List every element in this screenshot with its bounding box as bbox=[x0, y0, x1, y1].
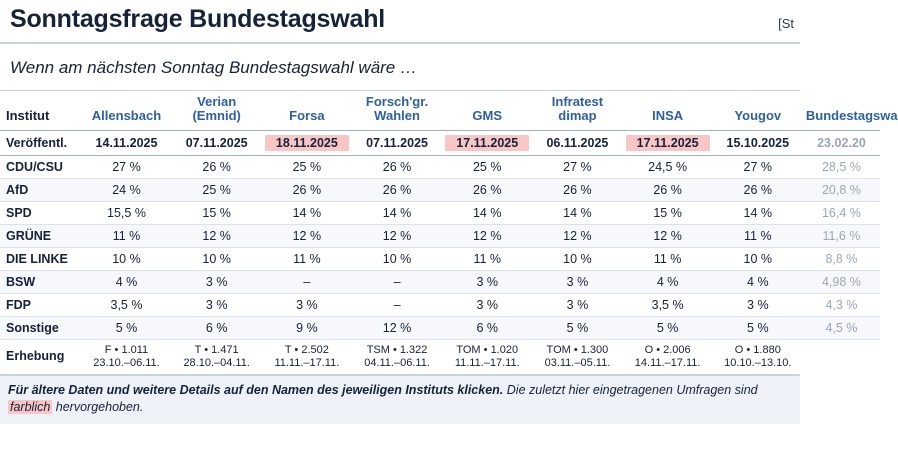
cell-linke-gms: 11 % bbox=[442, 247, 532, 270]
cell-linke-forsa: 11 % bbox=[262, 247, 352, 270]
cell-fdp-result: 4,3 % bbox=[803, 293, 880, 316]
column-header-infratest-dimap[interactable]: Infratest dimap bbox=[532, 91, 622, 131]
cell-afd-infratest: 26 % bbox=[532, 178, 622, 201]
survey-dates: 10.10.–13.10. bbox=[724, 356, 792, 369]
cell-bsw-verian: 3 % bbox=[172, 270, 262, 293]
cell-gruene-forsa: 12 % bbox=[262, 224, 352, 247]
cell-cdu-allensbach: 27 % bbox=[81, 155, 171, 178]
poll-table-container bbox=[0, 91, 898, 374]
survey-method-count: TOM • 1.300 bbox=[546, 343, 609, 356]
cell-gruene-insa: 12 % bbox=[623, 224, 713, 247]
cell-spd-fgw: 14 % bbox=[352, 201, 442, 224]
cell-gruene-fgw: 12 % bbox=[352, 224, 442, 247]
cell-bsw-insa: 4 % bbox=[623, 270, 713, 293]
cell-gruene-infratest: 12 % bbox=[532, 224, 622, 247]
cell-linke-insa: 11 % bbox=[623, 247, 713, 270]
cell-gruene-verian: 12 % bbox=[172, 224, 262, 247]
survey-bundestagswahl bbox=[803, 339, 880, 374]
cell-fdp-allensbach: 3,5 % bbox=[81, 293, 171, 316]
cell-bsw-allensbach: 4 % bbox=[81, 270, 171, 293]
table-body bbox=[0, 130, 880, 374]
survey-verian bbox=[172, 339, 262, 374]
cell-fdp-insa: 3,5 % bbox=[623, 293, 713, 316]
table-row bbox=[0, 178, 880, 201]
party-label-sonstige: Sonstige bbox=[0, 316, 81, 339]
footnote bbox=[0, 374, 800, 424]
footnote-highlight-word: farblich bbox=[10, 399, 51, 414]
page-subtitle: Wenn am nächsten Sonntag Bundestagswahl wäre … bbox=[0, 44, 800, 91]
column-header-forschgr-wahlen[interactable]: Forsch'gr. Wahlen bbox=[352, 91, 442, 131]
pubdate-bundestagswahl: 23.02.20 bbox=[803, 130, 880, 155]
row-label-veroeffentl: Veröffentl. bbox=[0, 130, 81, 155]
cell-sonstige-insa: 5 % bbox=[623, 316, 713, 339]
table-row bbox=[0, 201, 880, 224]
column-header-allensbach[interactable]: Allensbach bbox=[81, 91, 171, 131]
cell-spd-gms: 14 % bbox=[442, 201, 532, 224]
survey-yougov bbox=[713, 339, 803, 374]
survey-fgw bbox=[352, 339, 442, 374]
cell-spd-forsa: 14 % bbox=[262, 201, 352, 224]
survey-gms bbox=[442, 339, 532, 374]
survey-method-count: T • 2.502 bbox=[284, 343, 329, 356]
survey-period-row bbox=[0, 339, 880, 374]
pubdate-insa: 17.11.2025 bbox=[623, 130, 713, 155]
column-header-gms[interactable]: GMS bbox=[442, 91, 532, 131]
cell-spd-verian: 15 % bbox=[172, 201, 262, 224]
column-header-yougov[interactable]: Yougov bbox=[713, 91, 803, 131]
cell-bsw-infratest: 3 % bbox=[532, 270, 622, 293]
row-label-erhebung: Erhebung bbox=[6, 349, 65, 364]
column-header-verian[interactable]: Verian (Emnid) bbox=[172, 91, 262, 131]
pubdate-verian: 07.11.2025 bbox=[172, 130, 262, 155]
cell-cdu-verian: 26 % bbox=[172, 155, 262, 178]
cell-fdp-yougov: 3 % bbox=[713, 293, 803, 316]
cell-gruene-yougov: 11 % bbox=[713, 224, 803, 247]
cell-cdu-infratest: 27 % bbox=[532, 155, 622, 178]
party-label-cdu-csu: CDU/CSU bbox=[0, 155, 81, 178]
cell-fdp-gms: 3 % bbox=[442, 293, 532, 316]
cell-spd-result: 16,4 % bbox=[803, 201, 880, 224]
table-row bbox=[0, 247, 880, 270]
cell-afd-insa: 26 % bbox=[623, 178, 713, 201]
cell-sonstige-infratest: 5 % bbox=[532, 316, 622, 339]
cell-afd-forsa: 26 % bbox=[262, 178, 352, 201]
footnote-normal-text: Die zuletzt hier eingetragenen Umfragen sind bbox=[506, 382, 758, 397]
cell-gruene-gms: 12 % bbox=[442, 224, 532, 247]
column-header-bundestagswahl: Bundestagswa bbox=[803, 91, 880, 131]
survey-dates: 11.11.–17.11. bbox=[274, 356, 340, 369]
cell-linke-infratest: 10 % bbox=[532, 247, 622, 270]
cell-sonstige-verian: 6 % bbox=[172, 316, 262, 339]
table-head bbox=[0, 91, 898, 131]
table-header-row bbox=[0, 91, 880, 131]
table-row bbox=[0, 316, 880, 339]
survey-method-count: O • 1.880 bbox=[734, 343, 781, 356]
cell-cdu-fgw: 26 % bbox=[352, 155, 442, 178]
survey-dates: 14.11.–17.11. bbox=[634, 356, 701, 369]
page-header bbox=[0, 0, 800, 44]
cell-linke-yougov: 10 % bbox=[713, 247, 803, 270]
footnote-bold-text: Für ältere Daten und weitere Details auf den Namen des jeweiligen Instituts klicken. bbox=[8, 382, 504, 397]
table-row bbox=[0, 270, 880, 293]
party-label-spd: SPD bbox=[0, 201, 81, 224]
cell-spd-infratest: 14 % bbox=[532, 201, 622, 224]
cell-fdp-forsa: 3 % bbox=[262, 293, 352, 316]
cell-cdu-result: 28,5 % bbox=[803, 155, 880, 178]
cell-sonstige-forsa: 9 % bbox=[262, 316, 352, 339]
cell-cdu-yougov: 27 % bbox=[713, 155, 803, 178]
cell-bsw-result: 4,98 % bbox=[803, 270, 880, 293]
party-label-fdp: FDP bbox=[0, 293, 81, 316]
cell-sonstige-gms: 6 % bbox=[442, 316, 532, 339]
cell-afd-result: 20,8 % bbox=[803, 178, 880, 201]
survey-dates: 04.11.–06.11. bbox=[364, 356, 430, 369]
pubdate-yougov: 15.10.2025 bbox=[713, 130, 803, 155]
survey-dates: 03.11.–05.11. bbox=[544, 356, 611, 369]
cell-afd-allensbach: 24 % bbox=[81, 178, 171, 201]
table-row bbox=[0, 224, 880, 247]
party-label-die-linke: DIE LINKE bbox=[0, 247, 81, 270]
survey-dates: 23.10.–06.11. bbox=[93, 356, 160, 369]
table-row bbox=[0, 293, 880, 316]
cell-afd-fgw: 26 % bbox=[352, 178, 442, 201]
cell-cdu-insa: 24,5 % bbox=[623, 155, 713, 178]
cell-gruene-allensbach: 11 % bbox=[81, 224, 171, 247]
cell-linke-result: 8,8 % bbox=[803, 247, 880, 270]
cell-sonstige-allensbach: 5 % bbox=[81, 316, 171, 339]
cell-cdu-gms: 25 % bbox=[442, 155, 532, 178]
cell-spd-insa: 15 % bbox=[623, 201, 713, 224]
cell-afd-gms: 26 % bbox=[442, 178, 532, 201]
survey-forsa bbox=[262, 339, 352, 374]
cell-sonstige-fgw: 12 % bbox=[352, 316, 442, 339]
pubdate-forsa: 18.11.2025 bbox=[262, 130, 352, 155]
party-label-bsw: BSW bbox=[0, 270, 81, 293]
cell-gruene-result: 11,6 % bbox=[803, 224, 880, 247]
survey-dates: 11.11.–17.11. bbox=[454, 356, 520, 369]
cell-spd-yougov: 14 % bbox=[713, 201, 803, 224]
cell-fdp-fgw: – bbox=[352, 293, 442, 316]
page-title: Sonntagsfrage Bundestagswahl bbox=[10, 5, 386, 33]
pubdate-infratest-dimap: 06.11.2025 bbox=[532, 130, 622, 155]
cell-bsw-fgw: – bbox=[352, 270, 442, 293]
cell-bsw-forsa: – bbox=[262, 270, 352, 293]
header-right-label: [St bbox=[778, 16, 794, 31]
cell-sonstige-result: 4,5 % bbox=[803, 316, 880, 339]
survey-method-count: TSM • 1.322 bbox=[366, 343, 428, 356]
cell-bsw-gms: 3 % bbox=[442, 270, 532, 293]
footnote-tail-text: hervorgehoben. bbox=[55, 399, 144, 414]
pubdate-allensbach: 14.11.2025 bbox=[81, 130, 171, 155]
table-row bbox=[0, 155, 880, 178]
cell-cdu-forsa: 25 % bbox=[262, 155, 352, 178]
cell-spd-allensbach: 15,5 % bbox=[81, 201, 171, 224]
survey-allensbach bbox=[81, 339, 171, 374]
survey-dates: 28.10.–04.11. bbox=[183, 356, 250, 369]
column-header-institut: Institut bbox=[0, 91, 81, 131]
pubdate-forschgr-wahlen: 07.11.2025 bbox=[352, 130, 442, 155]
column-header-forsa[interactable]: Forsa bbox=[262, 91, 352, 131]
poll-table bbox=[0, 91, 898, 374]
cell-sonstige-yougov: 5 % bbox=[713, 316, 803, 339]
column-header-insa[interactable]: INSA bbox=[623, 91, 713, 131]
pubdate-gms: 17.11.2025 bbox=[442, 130, 532, 155]
cell-linke-allensbach: 10 % bbox=[81, 247, 171, 270]
survey-method-count: O • 2.006 bbox=[644, 343, 691, 356]
survey-method-count: F • 1.011 bbox=[104, 343, 149, 356]
survey-method-count: T • 1.471 bbox=[194, 343, 239, 356]
survey-infratest bbox=[532, 339, 622, 374]
cell-bsw-yougov: 4 % bbox=[713, 270, 803, 293]
cell-fdp-verian: 3 % bbox=[172, 293, 262, 316]
cell-linke-verian: 10 % bbox=[172, 247, 262, 270]
party-label-afd: AfD bbox=[0, 178, 81, 201]
party-label-gruene: GRÜNE bbox=[0, 224, 81, 247]
cell-afd-verian: 25 % bbox=[172, 178, 262, 201]
survey-method-count: TOM • 1.020 bbox=[456, 343, 519, 356]
survey-insa bbox=[623, 339, 713, 374]
publication-date-row bbox=[0, 130, 880, 155]
cell-linke-fgw: 10 % bbox=[352, 247, 442, 270]
cell-fdp-infratest: 3 % bbox=[532, 293, 622, 316]
cell-afd-yougov: 26 % bbox=[713, 178, 803, 201]
